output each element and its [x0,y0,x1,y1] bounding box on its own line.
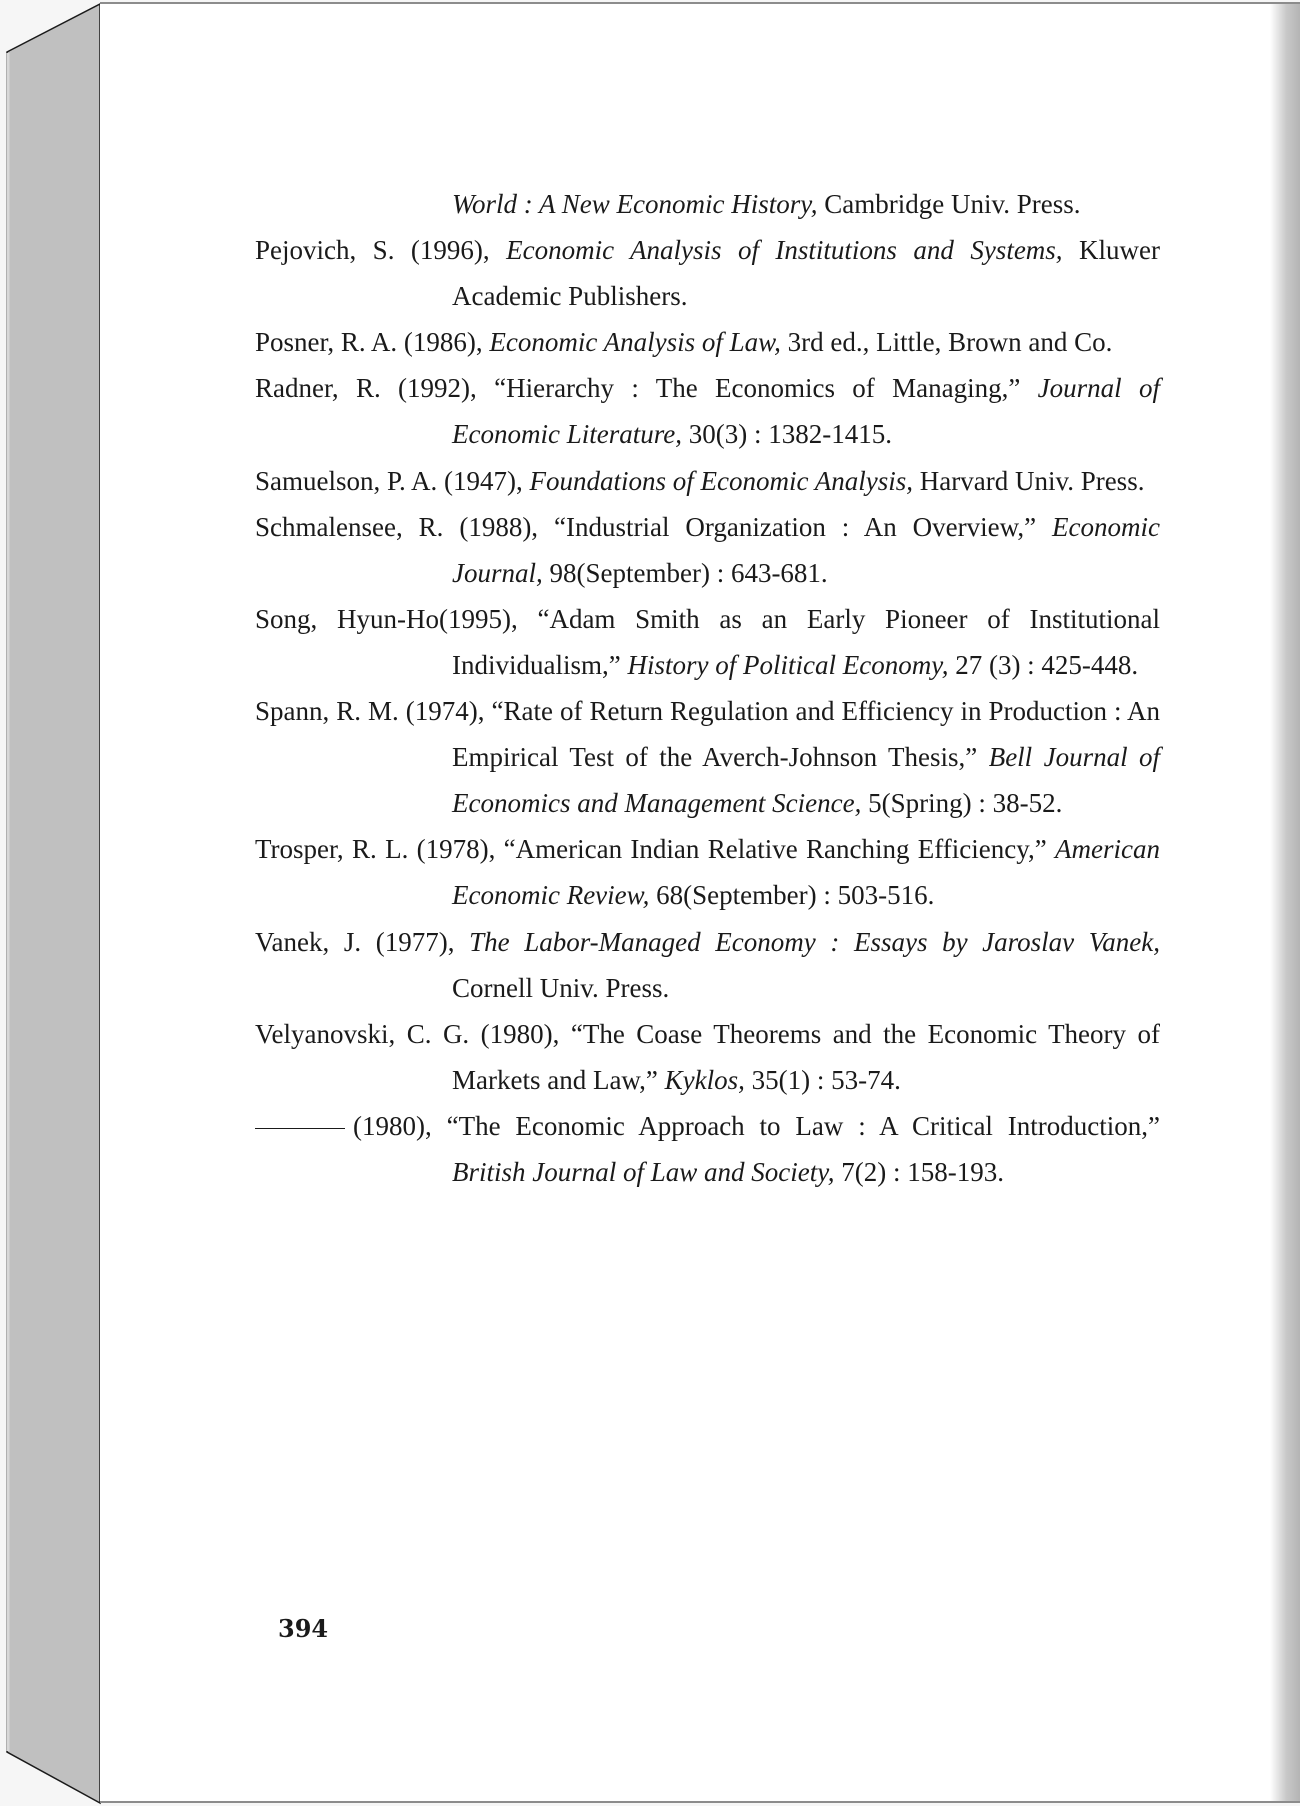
reference-text: Song, Hyun-Ho(1995), “Adam Smith as an Early Pioneer of Institutional Individualism,” [255,603,1160,680]
reference-text: Kluwer Academic Publishers. [452,235,1160,312]
reference-text: 3rd ed., Little, Brown and Co. [780,327,1113,358]
reference-title: British Journal of Law and Society, [452,1156,835,1187]
reference-title: The Labor-Managed Economy : Essays by Jaroslav Vanek, [469,926,1160,957]
reference-entry [255,319,1160,365]
reference-entry [255,688,1160,826]
reference-list [255,181,1160,1195]
reference-text: 35(1) : 53-74. [744,1064,901,1095]
reference-title: Bell Journal of Economics and Management Science, [452,742,1160,819]
reference-title: Economic Journal, [452,511,1160,588]
reference-entry [255,596,1160,688]
reference-text: Velyanovski, C. G. (1980), “The Coase Theorems and the Economic Theory of Markets and Law,” [255,1018,1160,1095]
reference-entry [255,919,1160,1011]
reference-text: (1980), “The Economic Approach to Law : A Critical Introduction,” [353,1110,1160,1141]
reference-text: 5(Spring) : 38-52. [861,788,1063,819]
reference-title: American Economic Review, [452,834,1160,911]
reference-title: Economic Analysis of Institutions and Systems, [506,235,1063,266]
reference-text: Radner, R. (1992), “Hierarchy : The Economics of Managing,” [255,373,1038,404]
reference-text: Schmalensee, R. (1988), “Industrial Organization : An Overview,” [255,511,1053,542]
reference-title: Foundations of Economic Analysis, [529,465,913,496]
book-spine [0,0,110,1806]
reference-text: Vanek, J. (1977), [255,926,470,957]
reference-text: Samuelson, P. A. (1947), [255,465,530,496]
reference-text: Harvard Univ. Press. [913,465,1145,496]
reference-text: Cambridge Univ. Press. [817,189,1081,219]
reference-title: History of Political Economy, [627,649,949,680]
reference-entry [255,504,1160,596]
reference-text: 7(2) : 158-193. [834,1156,1004,1187]
reference-entry [255,826,1160,918]
reference-entry [255,365,1160,457]
page-number: 394 [278,1614,329,1643]
reference-entry [255,1011,1160,1103]
page-edge-shadow [1270,4,1300,1801]
reference-text: Posner, R. A. (1986), [255,327,490,358]
reference-continuation [255,181,1160,227]
reference-title: Journal of Economic Literature, [452,373,1160,450]
reference-entry [255,458,1160,504]
reference-entry [255,227,1160,319]
ditto-dash [255,1128,345,1129]
reference-text: 68(September) : 503-516. [649,880,935,911]
reference-text: Spann, R. M. (1974), “Rate of Return Regulation and Efficiency in Production : An Empirical Test of the Averch-Johnson Thesis,” [255,696,1160,773]
reference-text: Cornell Univ. Press. [452,972,670,1003]
reference-text: 30(3) : 1382-1415. [681,419,892,450]
reference-title: World : A New Economic History, [452,189,818,219]
reference-text: Pejovich, S. (1996), [255,235,507,266]
reference-title: Economic Analysis of Law, [489,327,781,358]
reference-text: Trosper, R. L. (1978), “American Indian Relative Ranching Efficiency,” [255,834,1056,865]
reference-text: 98(September) : 643-681. [542,557,828,588]
reference-text: 27 (3) : 425-448. [948,649,1139,680]
reference-title: Kyklos, [664,1064,745,1095]
reference-entry [255,1103,1160,1195]
